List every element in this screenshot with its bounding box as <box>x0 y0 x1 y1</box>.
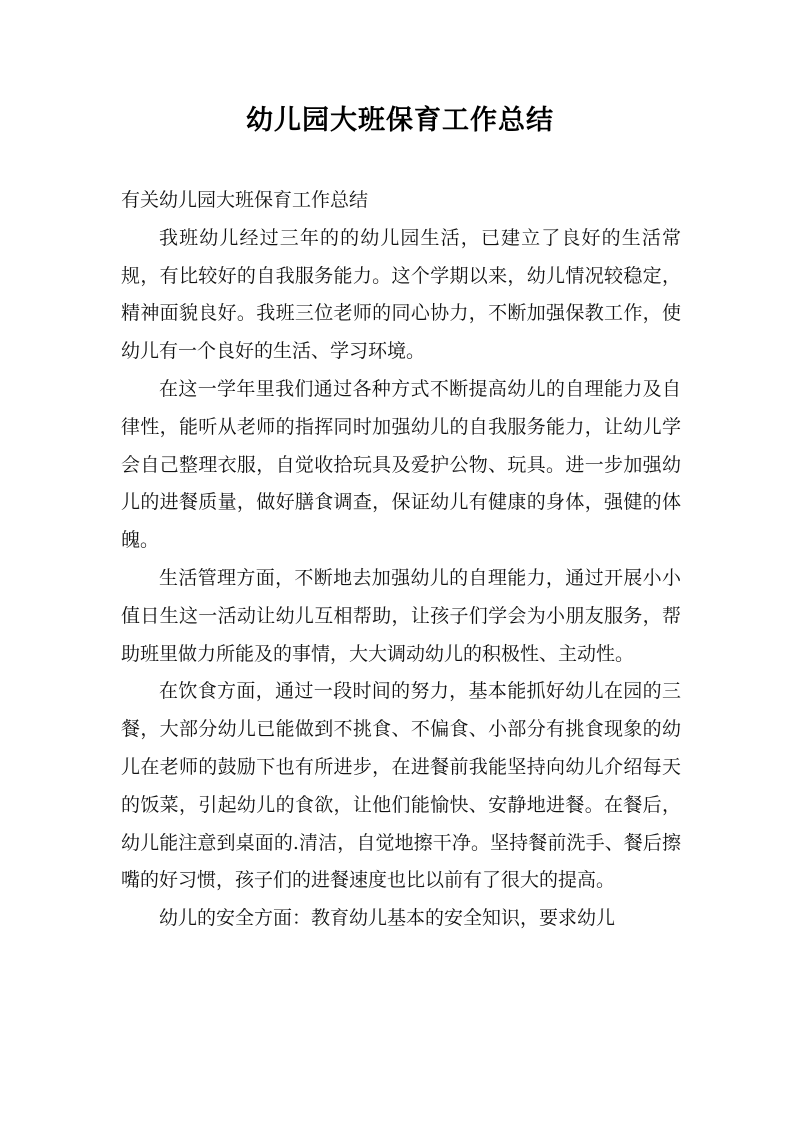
document-body <box>121 182 681 938</box>
paragraph: 在这一学年里我们通过各种方式不断提高幼儿的自理能力及自律性，能听从老师的指挥同时加强幼儿的自我服务能力，让幼儿学会自己整理衣服，自觉收拾玩具及爱护公物、玩具。进一步加强幼儿的进餐质量，做好膳食调查，保证幼儿有健康的身体，强健的体魄。 <box>121 377 681 552</box>
paragraph: 生活管理方面，不断地去加强幼儿的自理能力，通过开展小小值日生这一活动让幼儿互相帮助，让孩子们学会为小朋友服务，帮助班里做力所能及的事情，大大调动幼儿的积极性、主动性。 <box>121 566 681 665</box>
document-title: 幼儿园大班保育工作总结 <box>246 105 554 136</box>
paragraph: 我班幼儿经过三年的的幼儿园生活，已建立了良好的生活常规，有比较好的自我服务能力。这个学期以来，幼儿情况较稳定，精神面貌良好。我班三位老师的同心协力，不断加强保教工作，使幼儿有一个良好的生活、学习环境。 <box>121 226 681 363</box>
document-subtitle: 有关幼儿园大班保育工作总结 <box>121 189 369 211</box>
paragraph: 幼儿的安全方面：教育幼儿基本的安全知识，要求幼儿 <box>159 907 616 930</box>
paragraph: 在饮食方面，通过一段时间的努力，基本能抓好幼儿在园的三餐，大部分幼儿已能做到不挑食、不偏食、小部分有挑食现象的幼儿在老师的鼓励下也有所进步，在进餐前我能坚持向幼儿介绍每天的饭菜，引起幼儿的食欲，让他们能愉快、安静地进餐。在餐后，幼儿能注意到桌面的.清洁，自觉地擦干净。坚持餐前洗手、餐后擦嘴的好习惯，孩子们的进餐速度也比以前有了很大的提高。 <box>121 680 681 892</box>
